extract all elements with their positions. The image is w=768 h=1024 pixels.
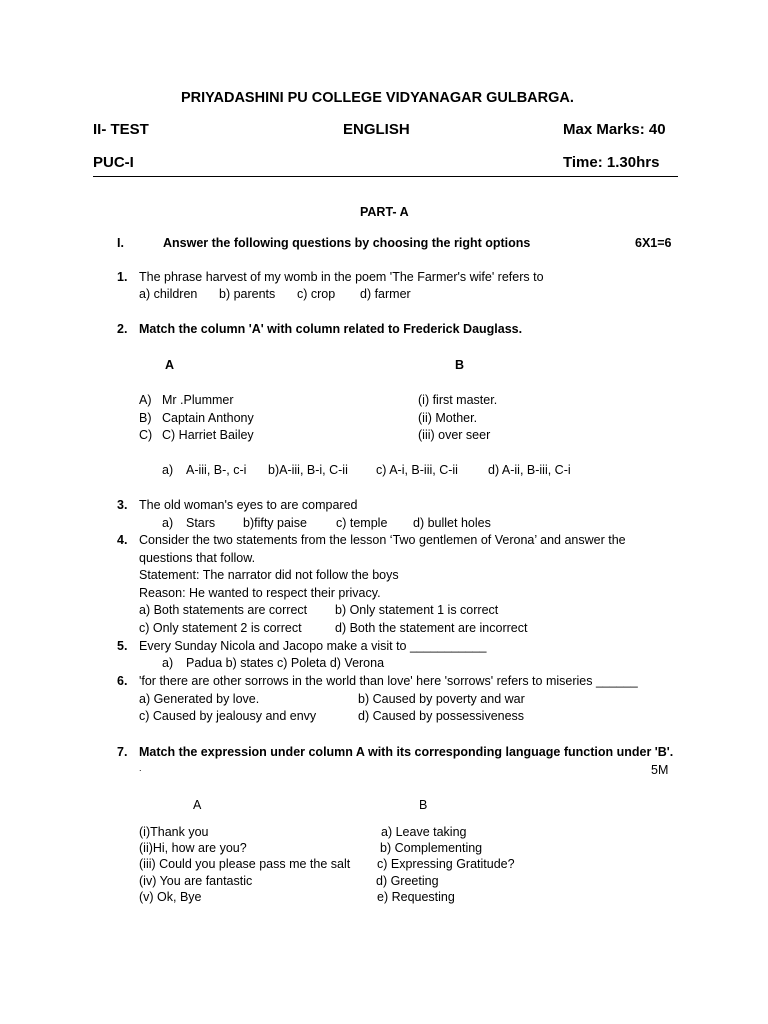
question-text: The phrase harvest of my womb in the poem 'The Farmer's wife' refers to [139, 270, 544, 284]
question-text-line: Statement: The narrator did not follow the boys [139, 568, 399, 582]
question-text-line: Consider the two statements from the lesson ‘Two gentlemen of Verona’ and answer the [139, 533, 626, 547]
match-right-item: (i) first master. [418, 393, 498, 407]
expression-item: (iii) Could you please pass me the salt [139, 857, 351, 871]
option: d) Both the statement are incorrect [335, 621, 528, 635]
question-number: 4. [117, 533, 128, 547]
option: b) Caused by poverty and war [358, 692, 525, 706]
match-key: A) [139, 393, 152, 407]
part-title: PART- A [360, 205, 409, 219]
option: c) Caused by jealousy and envy [139, 709, 317, 723]
column-a-heading: A [165, 358, 175, 372]
match-right-item: (iii) over seer [418, 428, 491, 442]
question-text-line: Reason: He wanted to respect their privacy. [139, 586, 381, 600]
option: Stars [186, 516, 216, 530]
test-name: II- TEST [93, 121, 149, 138]
column-a-heading: A [193, 798, 202, 812]
option: b) parents [219, 287, 276, 301]
question-number: 3. [117, 498, 128, 512]
stray-dot: . [139, 763, 142, 773]
column-b-heading: B [419, 798, 428, 812]
question-text: 'for there are other sorrows in the world than love' here 'sorrows' refers to miseries ______ [139, 674, 638, 688]
expression-item: (v) Ok, Bye [139, 890, 202, 904]
option: c) crop [297, 287, 336, 301]
match-left-item: Mr .Plummer [162, 393, 234, 407]
option: a) children [139, 287, 198, 301]
match-left-item: Captain Anthony [162, 411, 254, 425]
expression-item: (iv) You are fantastic [139, 874, 253, 888]
option: b)fifty paise [243, 516, 307, 530]
option: d) farmer [360, 287, 411, 301]
question-marks: 5M [651, 763, 669, 777]
option: a) Both statements are correct [139, 603, 308, 617]
question-text: The old woman's eyes to are compared [139, 498, 358, 512]
function-item: a) Leave taking [381, 825, 467, 839]
question-number: 7. [117, 745, 128, 759]
section-number: I. [117, 236, 124, 250]
option: c) Only statement 2 is correct [139, 621, 302, 635]
options-text: Padua b) states c) Poleta d) Verona [186, 656, 385, 670]
option: a) [162, 516, 174, 530]
expression-item: (i)Thank you [139, 825, 209, 839]
question-number: 5. [117, 639, 128, 653]
question-text: Every Sunday Nicola and Jacopo make a visit to ___________ [139, 639, 487, 653]
college-name: PRIYADASHINI PU COLLEGE VIDYANAGAR GULBARGA. [181, 90, 574, 106]
header-rule [93, 176, 678, 177]
exam-time: Time: 1.30hrs [563, 154, 660, 171]
answer-option: A-iii, B-, c-i [186, 463, 247, 477]
answer-option: c) A-i, B-iii, C-ii [376, 463, 458, 477]
function-item: c) Expressing Gratitude? [377, 857, 515, 871]
option: d) Caused by possessiveness [358, 709, 525, 723]
match-right-item: (ii) Mother. [418, 411, 478, 425]
function-item: d) Greeting [376, 874, 439, 888]
question-number: 6. [117, 674, 128, 688]
option: d) bullet holes [413, 516, 491, 530]
match-key: B) [139, 411, 152, 425]
question-number: 2. [117, 322, 128, 336]
question-text-line: questions that follow. [139, 551, 256, 565]
column-b-heading: B [455, 358, 465, 372]
match-left-item: C) Harriet Bailey [162, 428, 254, 442]
option: b) Only statement 1 is correct [335, 603, 499, 617]
option: c) temple [336, 516, 388, 530]
question-text: Match the column 'A' with column related to Frederick Dauglass. [139, 322, 523, 336]
question-number: 1. [117, 270, 128, 284]
answer-key: a) [162, 463, 174, 477]
class-name: PUC-I [93, 154, 134, 171]
match-key: C) [139, 428, 153, 442]
max-marks: Max Marks: 40 [563, 121, 666, 138]
option-key: a) [162, 656, 174, 670]
subject-name: ENGLISH [343, 121, 410, 138]
option: a) Generated by love. [139, 692, 260, 706]
section-marks: 6X1=6 [635, 236, 672, 250]
expression-item: (ii)Hi, how are you? [139, 841, 247, 855]
answer-option: d) A-ii, B-iii, C-i [488, 463, 571, 477]
answer-option: b)A-iii, B-i, C-ii [268, 463, 348, 477]
section-instruction: Answer the following questions by choosing the right options [163, 236, 531, 250]
function-item: e) Requesting [377, 890, 455, 904]
function-item: b) Complementing [380, 841, 483, 855]
question-text: Match the expression under column A with its corresponding language function under 'B'. [139, 745, 674, 759]
